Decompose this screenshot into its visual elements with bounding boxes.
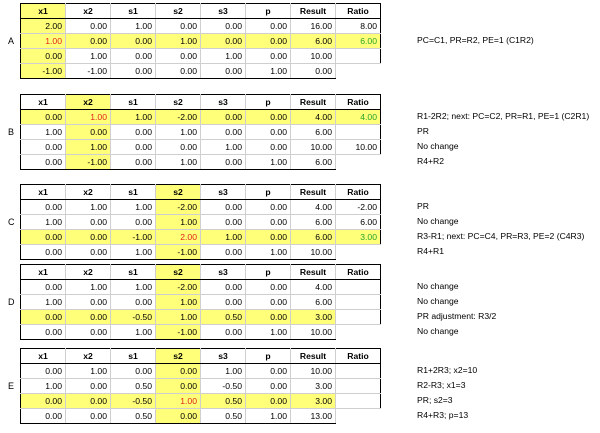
table-cell: 6.00 — [291, 125, 336, 140]
table-cell: 0.00 — [201, 280, 246, 295]
column-header-s1: s1 — [111, 4, 156, 19]
table-cell: 1.00 — [66, 110, 111, 125]
table-row — [21, 64, 381, 79]
table-cell — [336, 325, 381, 340]
row-note: PR — [417, 201, 429, 211]
column-header-p: p — [246, 349, 291, 364]
table-cell: 1.00 — [201, 364, 246, 379]
table-cell: 0.00 — [111, 125, 156, 140]
table-cell: 0.00 — [21, 110, 66, 125]
table-cell: 0.50 — [201, 409, 246, 424]
table-cell: 1.00 — [21, 125, 66, 140]
column-header-p: p — [246, 95, 291, 110]
table-row — [21, 155, 381, 170]
column-header-s3: s3 — [201, 185, 246, 200]
table-cell: 1.00 — [111, 245, 156, 260]
table-cell: 10.00 — [336, 140, 381, 155]
table-row — [21, 140, 381, 155]
section-label: A — [8, 36, 15, 46]
column-header-ratio: Ratio — [336, 349, 381, 364]
table-cell: -0.50 — [111, 310, 156, 325]
row-note: PR; s2=3 — [417, 395, 453, 405]
table-cell: 0.00 — [201, 34, 246, 49]
table-cell: 0.00 — [246, 295, 291, 310]
tableau-table — [20, 94, 381, 170]
table-cell: 0.00 — [201, 64, 246, 79]
table-cell: 0.00 — [21, 200, 66, 215]
table-cell: 1.00 — [246, 409, 291, 424]
table-cell: 0.50 — [111, 409, 156, 424]
column-header-s2: s2 — [156, 4, 201, 19]
table-cell: 0.00 — [66, 295, 111, 310]
table-cell: 0.00 — [201, 215, 246, 230]
table-row — [21, 394, 381, 409]
table-cell: 0.00 — [111, 364, 156, 379]
table-cell: 1.00 — [156, 155, 201, 170]
table-cell: 1.00 — [111, 110, 156, 125]
table-cell: 6.00 — [291, 155, 336, 170]
table-cell: 0.50 — [201, 310, 246, 325]
row-notes — [417, 109, 589, 169]
table-cell: 0.00 — [21, 49, 66, 64]
table-cell: 1.00 — [156, 215, 201, 230]
row-note: R1+2R3; x2=10 — [417, 365, 478, 375]
table-cell: 1.00 — [66, 364, 111, 379]
table-cell: 0.00 — [66, 325, 111, 340]
row-note: No change — [417, 326, 459, 336]
table-cell: 0.00 — [66, 310, 111, 325]
table-cell: 0.00 — [66, 245, 111, 260]
table-cell — [336, 64, 381, 79]
table-cell: 0.00 — [156, 379, 201, 394]
column-header-ratio: Ratio — [336, 265, 381, 280]
table-cell: -1.00 — [156, 245, 201, 260]
table-cell: 1.00 — [21, 295, 66, 310]
table-cell: 1.00 — [156, 34, 201, 49]
table-cell: -2.00 — [156, 280, 201, 295]
row-note: R1-2R2; next: PC=C2, PR=R1, PE=1 (C2R1) — [417, 111, 590, 121]
header-row — [21, 265, 381, 280]
table-cell: 0.00 — [201, 155, 246, 170]
table-cell: 1.00 — [201, 230, 246, 245]
row-note: R3-R1; next: PC=C4, PR=R3, PE=2 (C4R3) — [417, 231, 585, 241]
table-cell: 10.00 — [291, 140, 336, 155]
table-cell: 1.00 — [66, 49, 111, 64]
row-note — [417, 63, 534, 78]
header-row — [21, 185, 381, 200]
table-cell: 1.00 — [21, 379, 66, 394]
table-cell: 1.00 — [66, 280, 111, 295]
table-cell: 0.00 — [21, 280, 66, 295]
table-cell: 1.00 — [66, 200, 111, 215]
table-cell: 6.00 — [336, 34, 381, 49]
table-cell: 0.00 — [111, 49, 156, 64]
table-row — [21, 280, 381, 295]
table-row — [21, 19, 381, 34]
table-cell: 0.00 — [246, 230, 291, 245]
table-cell: 4.00 — [291, 200, 336, 215]
column-header-p: p — [246, 265, 291, 280]
row-note: R2-R3; x1=3 — [417, 380, 466, 390]
row-note: No change — [417, 216, 459, 226]
table-cell: 4.00 — [291, 280, 336, 295]
table-cell: 3.00 — [291, 310, 336, 325]
row-note: No change — [417, 141, 459, 151]
table-cell: 1.00 — [111, 200, 156, 215]
row-note: No change — [417, 296, 459, 306]
column-header-result: Result — [291, 95, 336, 110]
column-header-x2: x2 — [66, 95, 111, 110]
table-cell: -2.00 — [336, 200, 381, 215]
column-header-x2: x2 — [66, 265, 111, 280]
column-header-s1: s1 — [111, 95, 156, 110]
table-cell: 10.00 — [291, 364, 336, 379]
tableau-table — [20, 348, 381, 424]
table-cell: 1.00 — [201, 140, 246, 155]
section-label: B — [8, 127, 15, 137]
table-cell: -1.00 — [21, 64, 66, 79]
header-row — [21, 349, 381, 364]
row-notes — [417, 199, 584, 259]
table-cell: 1.00 — [156, 394, 201, 409]
table-cell: 1.00 — [246, 64, 291, 79]
table-row — [21, 295, 381, 310]
table-cell — [336, 409, 381, 424]
table-cell: 0.00 — [21, 230, 66, 245]
table-cell: 1.00 — [111, 280, 156, 295]
table-row — [21, 125, 381, 140]
table-cell: 0.00 — [246, 280, 291, 295]
table-cell: -0.50 — [201, 379, 246, 394]
table-cell: 8.00 — [336, 19, 381, 34]
table-cell: 0.50 — [111, 379, 156, 394]
table-cell: 0.00 — [246, 310, 291, 325]
table-row — [21, 230, 381, 245]
table-cell: 0.00 — [246, 364, 291, 379]
table-cell: 0.00 — [291, 64, 336, 79]
table-cell: 0.00 — [201, 19, 246, 34]
column-header-s2: s2 — [156, 349, 201, 364]
table-cell: 0.00 — [156, 409, 201, 424]
table-row — [21, 34, 381, 49]
table-cell: 0.00 — [246, 379, 291, 394]
table-cell: 13.00 — [291, 409, 336, 424]
table-cell: 1.00 — [201, 49, 246, 64]
column-header-s2: s2 — [156, 185, 201, 200]
table-cell: 10.00 — [291, 49, 336, 64]
table-cell: 1.00 — [246, 245, 291, 260]
table-row — [21, 325, 381, 340]
table-cell: 1.00 — [21, 34, 66, 49]
table-cell: 1.00 — [156, 295, 201, 310]
table-cell: -0.50 — [111, 394, 156, 409]
column-header-result: Result — [291, 265, 336, 280]
table-cell — [336, 280, 381, 295]
table-cell: 3.00 — [336, 230, 381, 245]
table-cell — [336, 310, 381, 325]
table-cell — [336, 295, 381, 310]
table-cell: 0.00 — [111, 215, 156, 230]
table-cell: 6.00 — [291, 215, 336, 230]
table-cell: 0.00 — [246, 110, 291, 125]
table-cell: 1.00 — [156, 310, 201, 325]
table-cell: 4.00 — [336, 110, 381, 125]
table-cell: 2.00 — [156, 230, 201, 245]
table-cell: 0.00 — [156, 140, 201, 155]
table-cell: 0.00 — [246, 215, 291, 230]
column-header-x2: x2 — [66, 349, 111, 364]
table-cell: 0.00 — [111, 34, 156, 49]
header-row — [21, 95, 381, 110]
table-row — [21, 409, 381, 424]
table-cell: 10.00 — [291, 245, 336, 260]
table-cell — [336, 379, 381, 394]
table-cell: 0.00 — [21, 364, 66, 379]
row-notes — [417, 363, 477, 423]
column-header-x1: x1 — [21, 349, 66, 364]
column-header-s2: s2 — [156, 265, 201, 280]
section-label: C — [8, 217, 15, 227]
table-cell — [336, 125, 381, 140]
table-row — [21, 310, 381, 325]
row-notes — [417, 279, 496, 339]
table-cell: 0.00 — [66, 409, 111, 424]
table-cell: 0.00 — [66, 215, 111, 230]
column-header-s3: s3 — [201, 265, 246, 280]
table-cell: 0.00 — [21, 310, 66, 325]
column-header-ratio: Ratio — [336, 4, 381, 19]
table-cell: 0.00 — [111, 295, 156, 310]
table-cell — [336, 364, 381, 379]
table-cell: 0.00 — [246, 34, 291, 49]
section-label: D — [8, 297, 15, 307]
table-cell: 0.00 — [21, 155, 66, 170]
table-cell: 3.00 — [291, 379, 336, 394]
tableau-table — [20, 264, 381, 340]
table-cell — [336, 155, 381, 170]
table-row — [21, 379, 381, 394]
table-cell: -1.00 — [111, 230, 156, 245]
table-cell: 6.00 — [291, 230, 336, 245]
column-header-ratio: Ratio — [336, 185, 381, 200]
row-note: PR adjustment: R3/2 — [417, 311, 497, 321]
table-cell: 0.00 — [156, 364, 201, 379]
column-header-p: p — [246, 4, 291, 19]
column-header-x1: x1 — [21, 95, 66, 110]
table-row — [21, 200, 381, 215]
table-cell: -1.00 — [156, 325, 201, 340]
section-label: E — [8, 381, 15, 391]
table-cell: 0.00 — [156, 64, 201, 79]
row-note: PR — [417, 126, 429, 136]
table-cell: -2.00 — [156, 110, 201, 125]
table-cell: 0.00 — [66, 394, 111, 409]
column-header-s2: s2 — [156, 95, 201, 110]
table-cell: 1.00 — [111, 19, 156, 34]
column-header-result: Result — [291, 4, 336, 19]
column-header-s3: s3 — [201, 349, 246, 364]
table-cell: 0.00 — [246, 19, 291, 34]
table-cell: 16.00 — [291, 19, 336, 34]
table-cell: 0.00 — [201, 200, 246, 215]
column-header-x1: x1 — [21, 4, 66, 19]
table-cell: 1.00 — [246, 155, 291, 170]
column-header-p: p — [246, 185, 291, 200]
row-note: R4+R3; p=13 — [417, 410, 469, 420]
table-cell: 0.00 — [21, 140, 66, 155]
row-note: R4+R1 — [417, 246, 444, 256]
table-cell: 1.00 — [156, 125, 201, 140]
table-cell: 3.00 — [291, 394, 336, 409]
column-header-result: Result — [291, 185, 336, 200]
table-cell — [336, 394, 381, 409]
table-cell: 6.00 — [291, 34, 336, 49]
table-cell: 0.00 — [156, 49, 201, 64]
table-row — [21, 49, 381, 64]
table-cell: 0.00 — [66, 19, 111, 34]
row-notes — [417, 18, 534, 78]
table-cell: 1.00 — [111, 325, 156, 340]
column-header-s3: s3 — [201, 4, 246, 19]
column-header-x1: x1 — [21, 185, 66, 200]
table-cell: -2.00 — [156, 200, 201, 215]
row-note: PC=C1, PR=R2, PE=1 (C1R2) — [417, 35, 534, 45]
table-cell: 0.00 — [246, 125, 291, 140]
table-cell — [336, 245, 381, 260]
table-cell: 0.00 — [246, 200, 291, 215]
tableau-table — [20, 184, 381, 260]
column-header-x2: x2 — [66, 4, 111, 19]
row-note: No change — [417, 281, 459, 291]
table-row — [21, 364, 381, 379]
table-cell: 0.00 — [111, 140, 156, 155]
table-cell: 0.00 — [246, 140, 291, 155]
table-row — [21, 215, 381, 230]
column-header-s3: s3 — [201, 95, 246, 110]
table-cell: 0.00 — [66, 125, 111, 140]
table-cell: 0.00 — [21, 325, 66, 340]
table-cell: 0.00 — [111, 64, 156, 79]
table-cell: 0.00 — [201, 295, 246, 310]
table-cell: 0.00 — [66, 230, 111, 245]
row-note — [417, 48, 534, 63]
table-cell: 2.00 — [21, 19, 66, 34]
table-cell: 0.00 — [66, 379, 111, 394]
table-cell: 6.00 — [291, 295, 336, 310]
column-header-result: Result — [291, 349, 336, 364]
table-cell: 0.00 — [21, 245, 66, 260]
table-cell: 0.00 — [21, 394, 66, 409]
table-cell: 0.00 — [246, 394, 291, 409]
table-cell: 0.00 — [201, 110, 246, 125]
table-row — [21, 110, 381, 125]
table-cell: 0.00 — [156, 19, 201, 34]
table-cell: 1.00 — [66, 140, 111, 155]
column-header-x1: x1 — [21, 265, 66, 280]
table-cell: 0.00 — [66, 34, 111, 49]
column-header-s1: s1 — [111, 265, 156, 280]
table-cell: 0.00 — [111, 155, 156, 170]
table-cell: 0.00 — [246, 49, 291, 64]
table-cell: 0.00 — [201, 125, 246, 140]
table-row — [21, 245, 381, 260]
table-cell: -1.00 — [66, 64, 111, 79]
table-cell: 0.00 — [201, 325, 246, 340]
table-cell: 1.00 — [246, 325, 291, 340]
table-cell: 4.00 — [291, 110, 336, 125]
row-note: R4+R2 — [417, 156, 444, 166]
row-note — [417, 18, 534, 33]
column-header-ratio: Ratio — [336, 95, 381, 110]
table-cell: 0.00 — [21, 409, 66, 424]
column-header-s1: s1 — [111, 349, 156, 364]
table-cell: -1.00 — [66, 155, 111, 170]
header-row — [21, 4, 381, 19]
table-cell: 0.50 — [201, 394, 246, 409]
table-cell: 1.00 — [21, 215, 66, 230]
table-cell — [336, 49, 381, 64]
tableau-table — [20, 3, 381, 79]
table-cell: 10.00 — [291, 325, 336, 340]
column-header-x2: x2 — [66, 185, 111, 200]
table-cell: 0.00 — [201, 245, 246, 260]
table-cell: 6.00 — [336, 215, 381, 230]
column-header-s1: s1 — [111, 185, 156, 200]
